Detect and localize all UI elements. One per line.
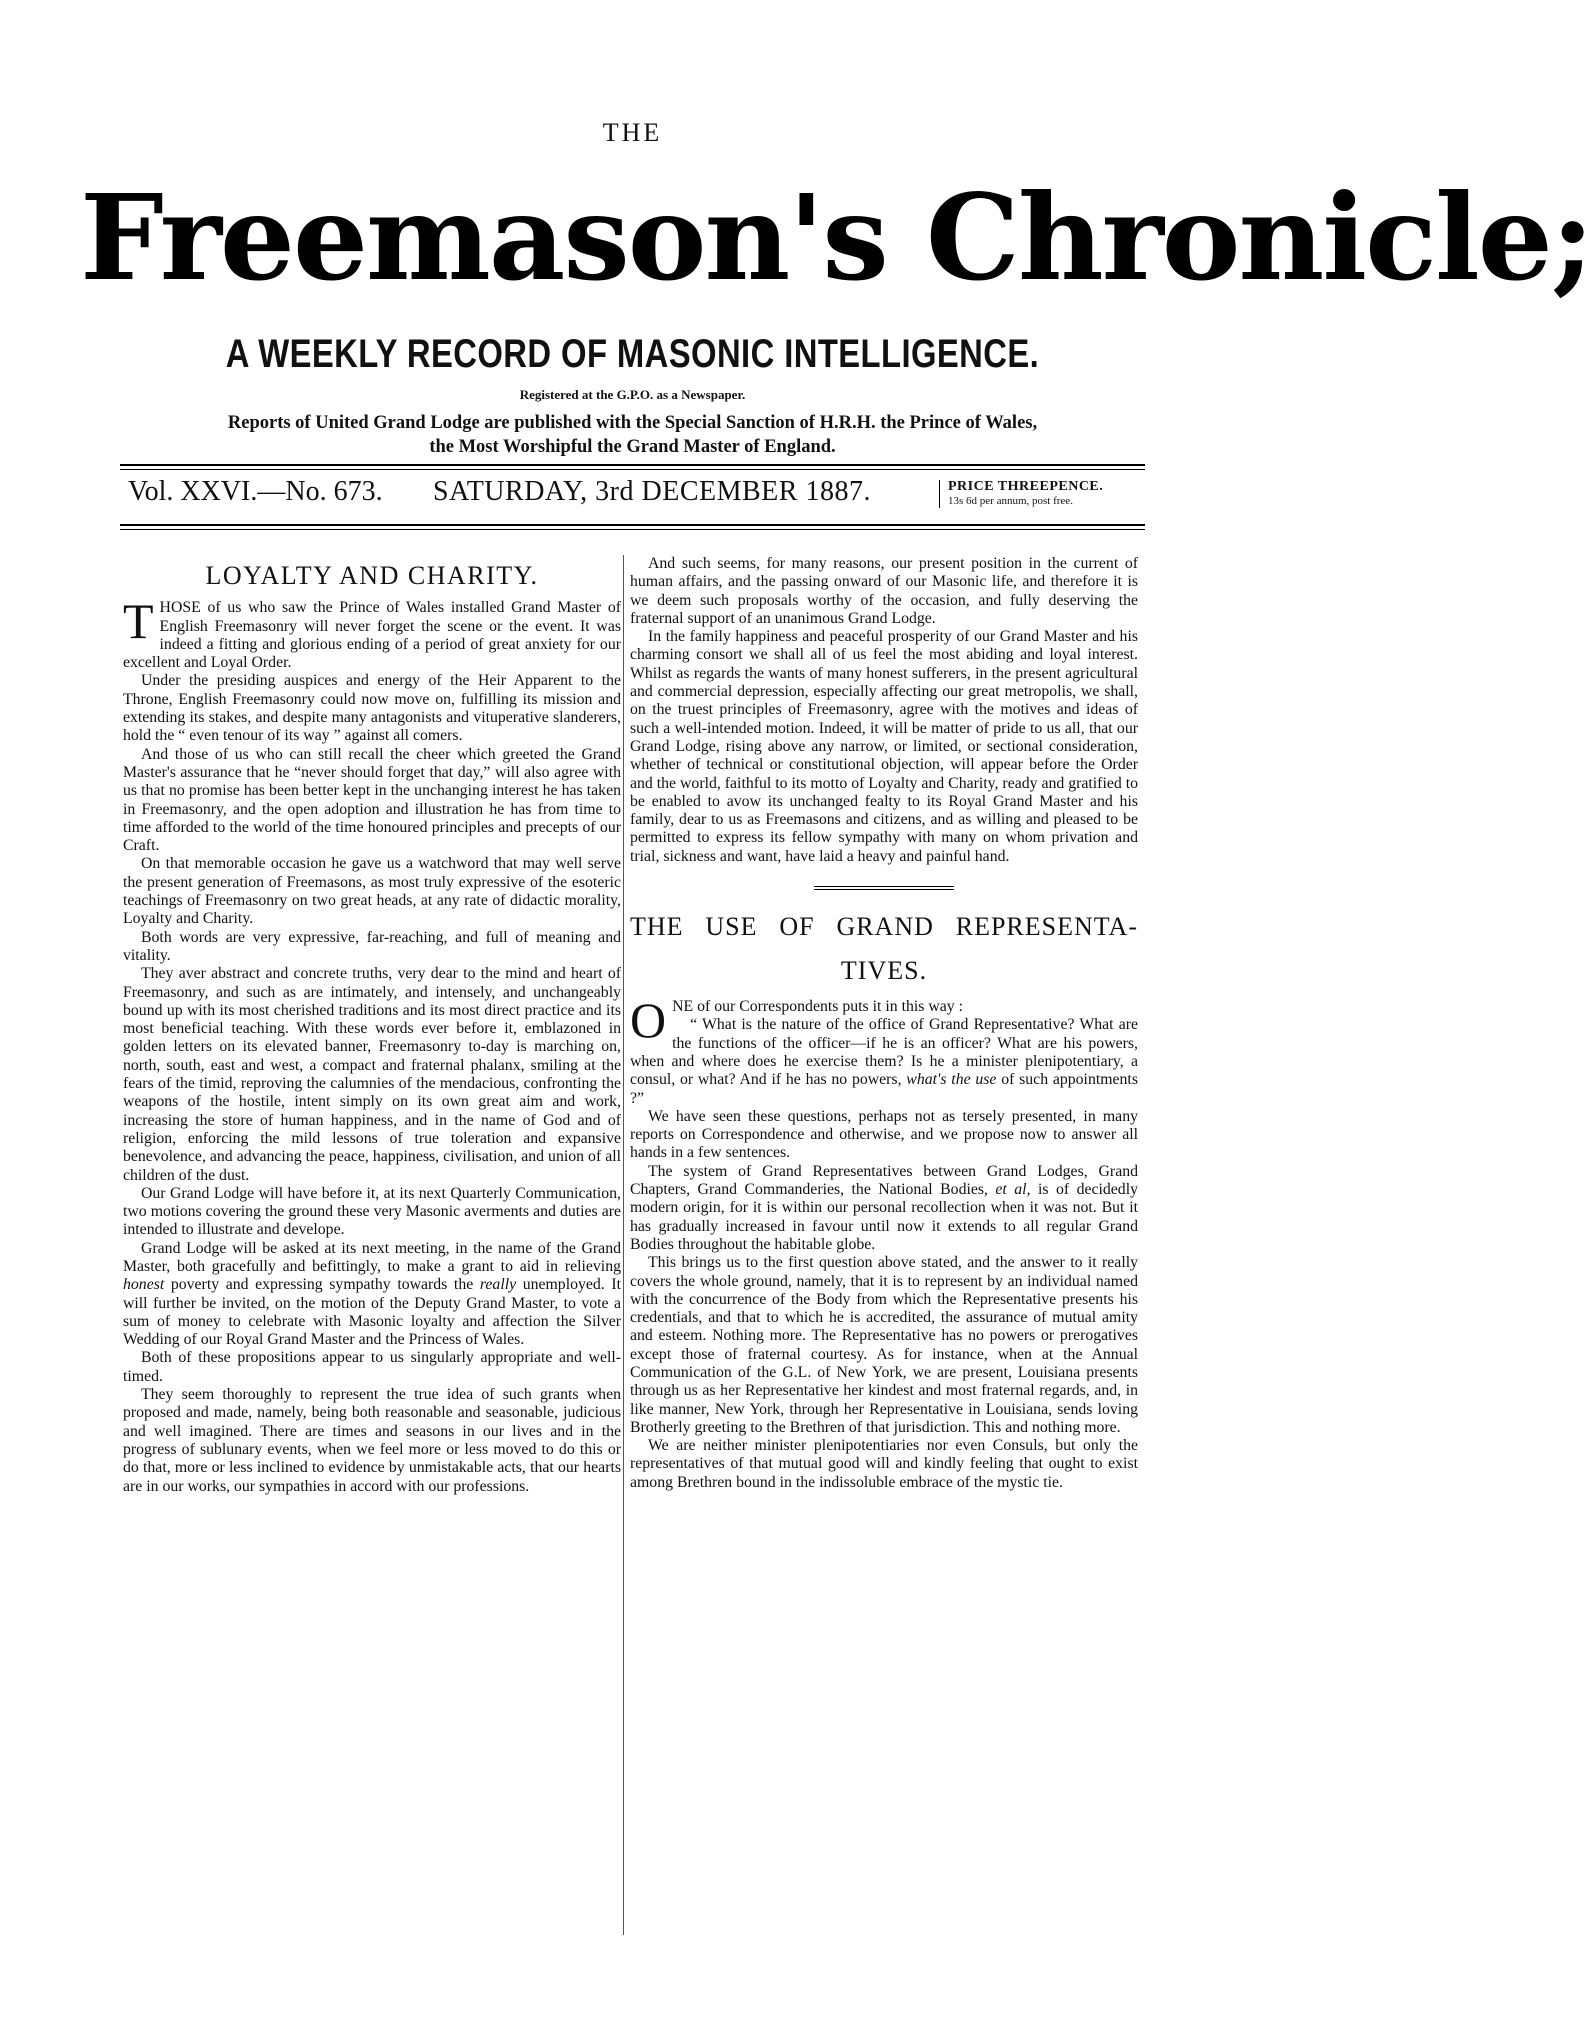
price-box [939,480,1138,508]
article-paragraph: They aver abstract and concrete truths, very dear to the mind and heart of Freemasonry, and such as are intimately, and intensely, and unchangeably bound up with its most cherished traditions and its most direct practice and its most beneficial teaching. With these words ever before it, emblazoned in golden letters on its elevated banner, Freemasonry to-day is marching on, north, south, east and west, a compact and fraternal phalanx, smiling at the fears of the timid, reproving the calumnies of the mendacious, confronting the weapons of the hostile, intent simply on its own great aim and work, increasing the store of human happiness, and in the name of God and of religion, enforcing the mild lessons of true toleration and expansive benevolence, and advancing the peace, happiness, civilisation, and union of all children of the dust. [123,965,621,1184]
reports-notice-line2: the Most Worshipful the Grand Master of England. [429,437,836,457]
column-divider [623,555,624,1935]
article-paragraph: And such seems, for many reasons, our present position in the current of human affairs, and the passing onward of our Masonic life, and therefore it is we deem such proposals worthy of the occasion, and fully deserving the fraternal support of an unanimous Grand Lodge. [630,555,1138,627]
article-paragraph: And those of us who can still recall the cheer which greeted the Grand Master's assurance that he “never should forget that day,” will also agree with us that no promise has been better kept in the unchanging interest he has taken in Freemasonry, and the open adoption and illustration he has from time to time afforded to the world of the time honoured principles and precepts of our Craft. [123,745,621,855]
drop-cap: T [123,593,154,650]
article-paragraph: We are neither minister plenipotentiaries nor even Consuls, but only the representatives of that mutual good will and kindly feeling that ought to exist among Brethren bound in the indissoluble embrace of the mystic tie. [630,1437,1138,1491]
reports-notice-line1: Reports of United Grand Lodge are published with the Special Sanction of H.R.H. the Prince of Wales, [227,413,1038,433]
registration-note: Registered at the G.P.O. as a Newspaper. [519,387,746,402]
masthead-subtitle: A WEEKLY RECORD OF MASONIC INTELLIGENCE. [225,332,1040,376]
article-loyalty-and-charity [123,555,621,1496]
article-title-line1: THE USE OF GRAND REPRESENTA- [630,912,1138,942]
article-paragraph: Both words are very expressive, far-reaching, and full of meaning and vitality. [123,928,621,964]
article-paragraph: The system of Grand Representatives between Grand Lodges, Grand Chapters, Grand Commanderies, the National Bodies, et al, is of decidedly modern origin, for it is within our personal recollection when it was not. But it has gradually increased in favour until now it extends to all regular Grand Bodies throughout the habitable globe. [630,1162,1138,1253]
masthead-title: Freemason's Chronicle; [80,168,1592,307]
article-separator [814,886,954,890]
article-paragraph: They seem thoroughly to represent the true idea of such grants when proposed and made, namely, being both reasonable and seasonable, judicious and well imagined. There are times and seasons in our lives and in the progress of sublunary events, when we feel more or less moved to do this or do that, more or less inclined to evidence by unmistakable acts, that our hearts are in our works, our sympathies in accord with our professions. [123,1386,621,1495]
reports-notice [120,411,1145,459]
header-rule-top [120,464,1145,470]
header-rule-bottom [120,524,1145,530]
issue-date: SATURDAY, 3rd DECEMBER 1887. [433,476,871,507]
subscription-rate: 13s 6d per annum, post free. [948,495,1073,507]
issue-line [128,476,1148,516]
article-paragraph: We have seen these questions, perhaps not as tersely presented, in many reports on Correspondence and otherwise, and we propose now to answer all hands in a few sentences. [630,1107,1138,1162]
right-column [630,555,1138,1492]
volume-number: Vol. XXVI.—No. 673. [128,476,383,507]
article-paragraph: Grand Lodge will be asked at its next meeting, in the name of the Grand Master, both gracefully and befittingly, to make a grant to aid in relieving honest poverty and expressing sympathy towards the really unemployed. It will further be invited, on the motion of the Deputy Grand Master, to vote a sum of money to celebrate with Masonic loyalty and affection the Silver Wedding of our Royal Grand Master and the Princess of Wales. [123,1239,622,1349]
article-paragraph: THOSE of us who saw the Prince of Wales installed Grand Master of English Freemasonry will never forget the scene or the event. It was indeed a fitting and glorious ending of a period of great anxiety for our excellent and Loyal Order. [123,593,621,672]
article-paragraph: Both of these propositions appear to us singularly appropriate and well-timed. [123,1349,621,1385]
article-paragraph: On that memorable occasion he gave us a watchword that may well serve the present generation of Freemasons, as most truly expressive of the esoteric teachings of Freemasonry on two great heads, at any rate of didactic morality, Loyalty and Charity. [123,855,621,928]
drop-cap: O [630,992,667,1049]
article-title: LOYALTY AND CHARITY. [205,561,539,590]
article-paragraph: Our Grand Lodge will have before it, at its next Quarterly Communication, two motions covering the ground these very Masonic averments and duties are intended to illustrate and develope. [123,1184,621,1239]
article-title-line2: TIVES. [840,956,928,986]
article-paragraph: This brings us to the first question above stated, and the answer to it really covers the whole ground, namely, that it is to represent by an individual named with the concurrence of the Body from which the Representative presents his credentials, and that to which he is accredited, the assurance of mutual amity and esteem. Nothing more. The Representative has no powers or prerogatives except those of fraternal courtesy. As for instance, when at the Annual Communication of the G.L. of New York, we are present, Louisiana presents through us as her Representative her kindest and most fraternal regards, and, in like manner, New York, through her Representative in Louisiana, sends loving Brotherly greeting to the Brethren of that jurisdiction. This and nothing more. [630,1254,1138,1436]
price: PRICE THREEPENCE. [948,479,1104,494]
article-paragraph: Under the presiding auspices and energy of the Heir Apparent to the Throne, English Freemasonry could now move on, fulfilling its mission and extending its stakes, and despite many antagonists and vituperative slanderers, hold the “ even tenour of its way ” against all comers. [123,672,621,745]
article-paragraph: “ What is the nature of the office of Grand Representative? What are the functions of the officer—if he is an officer? What are his powers, when and where does he exercise them? Is he a minister plenipotentiary, a consul, or what? And if he has no powers, what's the use of such appointments ?” [630,1016,1138,1107]
article-paragraph: In the family happiness and peaceful prosperity of our Grand Master and his charming consort we shall all of us feel the most abiding and loyal interest. Whilst as regards the wants of many honest sufferers, in the present agricultural and commercial depression, especially affecting our great metropolis, we shall, on the truest principles of Freemasonry, agree with the motives and ideas of such a well-intended motion. Indeed, it will be matter of pride to us all, that our Grand Lodge, rising above any narrow, or limited, or sectional consideration, whether of technical or constitutional objection, will appear before the Order and the world, faithful to its motto of Loyalty and Charity, ready and gratified to be enabled to avow its unchanged fealty to its Royal Grand Master and his family, dear to us as Freemasons and citizens, and as willing and pleased to be permitted to express its fellow sympathy with many on whom privation and trial, sickness and want, have laid a heavy and painful hand. [630,628,1138,865]
article-paragraph: ONE of our Correspondents puts it in this way : [630,992,964,1049]
masthead-the: THE [602,118,663,147]
